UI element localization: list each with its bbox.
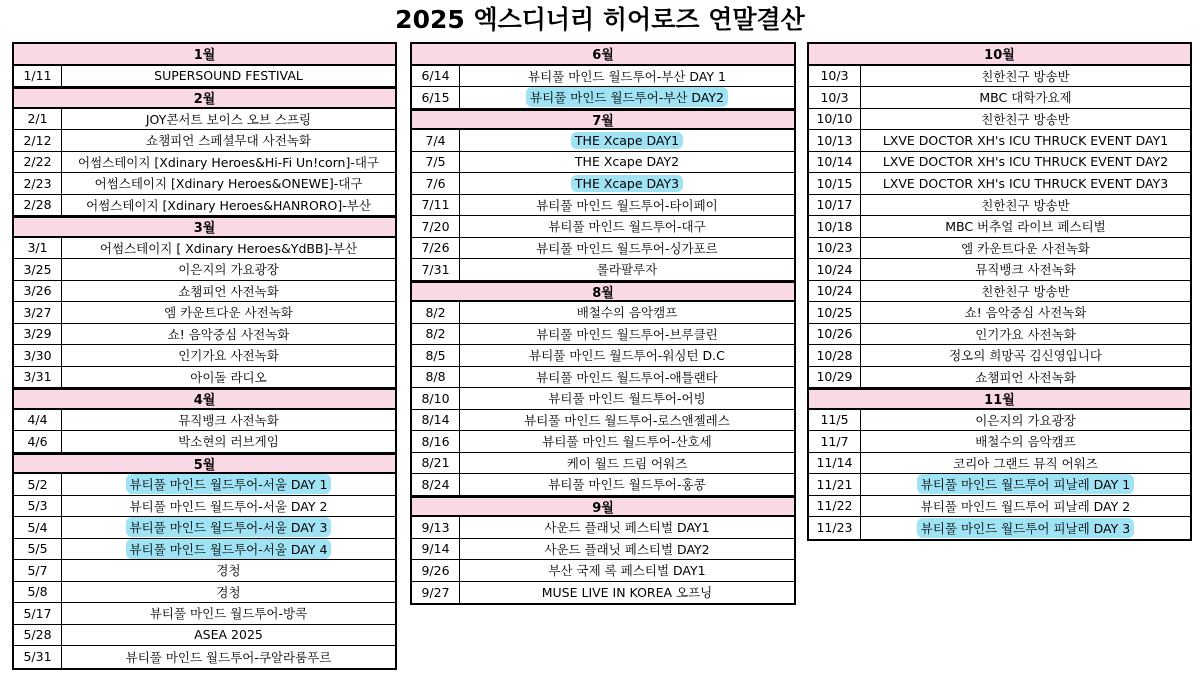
event-name: 뷰티풀 마인드 월드투어-산호세 <box>542 434 712 450</box>
event-name-cell <box>861 195 1190 216</box>
schedule-row <box>14 195 395 217</box>
highlighted-event-name: THE Xcape DAY1 <box>571 132 683 149</box>
event-name-cell <box>62 410 395 431</box>
event-name-cell <box>460 130 794 151</box>
event-date: 7/5 <box>412 152 460 173</box>
schedule-column-oct-nov <box>807 42 1192 541</box>
event-name: 뷰티풀 마인드 월드투어-애틀랜타 <box>536 369 718 385</box>
event-date: 10/25 <box>809 302 861 323</box>
event-name-cell <box>460 238 794 259</box>
event-name-cell <box>861 281 1190 302</box>
event-name: 뷰티풀 마인드 월드투어-브루클린 <box>536 326 718 342</box>
event-name-cell <box>861 453 1190 474</box>
event-name: 경청 <box>216 584 241 600</box>
event-name-cell <box>861 173 1190 194</box>
event-name: 롤라팔루자 <box>596 262 658 278</box>
event-name-cell <box>460 453 794 474</box>
schedule-row <box>14 582 395 604</box>
event-name: ASEA 2025 <box>194 627 263 643</box>
event-date: 1/11 <box>14 66 62 87</box>
event-date: 2/23 <box>14 173 62 194</box>
event-name: 정오의 희망곡 김신영입니다 <box>949 348 1102 364</box>
schedule-row <box>809 324 1190 346</box>
event-name: 케이 월드 드림 어워즈 <box>566 455 688 471</box>
event-date: 11/21 <box>809 474 861 495</box>
event-name-cell <box>861 152 1190 173</box>
event-date: 9/13 <box>412 517 460 538</box>
event-name: 뷰티풀 마인드 월드투어-대구 <box>548 219 706 235</box>
event-name-cell <box>861 87 1190 108</box>
schedule-row <box>809 302 1190 324</box>
event-date: 9/14 <box>412 539 460 560</box>
event-name-cell <box>861 367 1190 388</box>
event-date: 7/6 <box>412 173 460 194</box>
event-date: 3/1 <box>14 238 62 259</box>
event-date: 3/31 <box>14 367 62 388</box>
event-name-cell <box>62 603 395 624</box>
event-date: 9/27 <box>412 582 460 604</box>
event-name-cell <box>62 496 395 517</box>
event-date: 8/2 <box>412 324 460 345</box>
schedule-row <box>412 130 794 152</box>
schedule-row <box>412 87 794 109</box>
event-date: 6/14 <box>412 66 460 87</box>
event-date: 2/28 <box>14 195 62 216</box>
schedule-row <box>14 259 395 281</box>
month-header: 10월 <box>809 44 1190 66</box>
event-date: 5/31 <box>14 646 62 668</box>
event-name: JOY콘서트 보이스 오브 스프링 <box>145 111 312 127</box>
schedule-row <box>14 646 395 668</box>
event-name: 엠 카운트다운 사전녹화 <box>961 240 1090 256</box>
event-name: 뷰티풀 마인드 월드투어-로스앤젤레스 <box>524 412 730 428</box>
event-name: 뷰티풀 마인드 월드투어-어빙 <box>548 391 706 407</box>
schedule-row <box>14 517 395 539</box>
event-date: 8/16 <box>412 431 460 452</box>
highlighted-event-name: 뷰티풀 마인드 월드투어 피날레 DAY 3 <box>917 518 1134 538</box>
event-name-cell <box>62 474 395 495</box>
schedule-row <box>412 195 794 217</box>
schedule-row <box>14 130 395 152</box>
schedule-row <box>14 560 395 582</box>
schedule-row <box>14 66 395 88</box>
event-name-cell <box>861 474 1190 495</box>
schedule-row <box>809 410 1190 432</box>
event-name: 어썸스테이지 [Xdinary Heroes&HANRORO]-부산 <box>86 197 371 213</box>
event-date: 8/10 <box>412 388 460 409</box>
event-date: 3/26 <box>14 281 62 302</box>
event-name-cell <box>460 173 794 194</box>
highlighted-event-name: 뷰티풀 마인드 월드투어-부산 DAY2 <box>526 87 728 107</box>
schedule-row <box>809 281 1190 303</box>
event-date: 4/4 <box>14 410 62 431</box>
event-name: 쇼! 음악중심 사전녹화 <box>964 305 1087 321</box>
event-name-cell <box>861 431 1190 452</box>
highlighted-event-name: THE Xcape DAY3 <box>571 175 683 192</box>
event-name-cell <box>62 431 395 452</box>
schedule-row <box>809 173 1190 195</box>
schedule-row <box>14 302 395 324</box>
event-name-cell <box>62 130 395 151</box>
event-name: LXVE DOCTOR XH's ICU THRUCK EVENT DAY3 <box>882 175 1169 191</box>
event-name: 인기가요 사전녹화 <box>975 326 1076 342</box>
event-name-cell <box>861 109 1190 130</box>
schedule-row <box>809 496 1190 518</box>
event-name: 엠 카운트다운 사전녹화 <box>164 305 293 321</box>
event-name-cell <box>62 646 395 668</box>
highlighted-event-name: 뷰티풀 마인드 월드투어-서울 DAY 4 <box>126 539 332 559</box>
event-date: 5/4 <box>14 517 62 538</box>
schedule-row <box>412 560 794 582</box>
schedule-row <box>14 496 395 518</box>
event-name: 친한친구 방송반 <box>981 197 1070 213</box>
schedule-row <box>809 259 1190 281</box>
month-header: 9월 <box>412 496 794 518</box>
schedule-row <box>412 259 794 281</box>
event-name: LXVE DOCTOR XH's ICU THRUCK EVENT DAY1 <box>882 132 1169 148</box>
event-name-cell <box>460 302 794 323</box>
event-name: 쇼챔피언 사전녹화 <box>178 283 279 299</box>
event-date: 3/30 <box>14 345 62 366</box>
schedule-row <box>14 367 395 389</box>
event-name: 친한친구 방송반 <box>981 111 1070 127</box>
schedule-row <box>14 474 395 496</box>
event-date: 11/5 <box>809 410 861 431</box>
event-date: 8/5 <box>412 345 460 366</box>
schedule-row <box>412 324 794 346</box>
event-date: 8/2 <box>412 302 460 323</box>
event-date: 2/22 <box>14 152 62 173</box>
event-date: 7/26 <box>412 238 460 259</box>
event-date: 8/8 <box>412 367 460 388</box>
month-header: 1월 <box>14 44 395 66</box>
event-name-cell <box>62 281 395 302</box>
schedule-row <box>14 410 395 432</box>
schedule-row <box>412 216 794 238</box>
schedule-row <box>412 152 794 174</box>
event-date: 3/25 <box>14 259 62 280</box>
event-name-cell <box>861 496 1190 517</box>
event-date: 6/15 <box>412 87 460 108</box>
highlighted-event-name: 뷰티풀 마인드 월드투어-서울 DAY 3 <box>126 517 332 537</box>
schedule-row <box>412 582 794 604</box>
event-name: 뷰티풀 마인드 월드투어-쿠알라룸푸르 <box>125 649 332 665</box>
event-date: 5/2 <box>14 474 62 495</box>
event-name-cell <box>62 302 395 323</box>
event-date: 10/26 <box>809 324 861 345</box>
event-name: 뮤직뱅크 사전녹화 <box>975 262 1076 278</box>
event-name: 친한친구 방송반 <box>981 68 1070 84</box>
event-date: 10/23 <box>809 238 861 259</box>
event-name-cell <box>62 238 395 259</box>
event-name-cell <box>460 388 794 409</box>
schedule-row <box>412 474 794 496</box>
event-name: THE Xcape DAY2 <box>574 154 680 170</box>
event-name: MBC 대학가요제 <box>979 90 1072 106</box>
event-date: 11/22 <box>809 496 861 517</box>
schedule-row <box>412 66 794 88</box>
month-header: 4월 <box>14 388 395 410</box>
schedule-row <box>412 517 794 539</box>
event-date: 5/7 <box>14 560 62 581</box>
event-name: 쇼챔피언 사전녹화 <box>975 369 1076 385</box>
event-name: 이은지의 가요광장 <box>975 412 1076 428</box>
event-name: 뷰티풀 마인드 월드투어-부산 DAY 1 <box>528 68 726 84</box>
event-date: 10/24 <box>809 259 861 280</box>
event-name-cell <box>62 173 395 194</box>
event-name-cell <box>861 345 1190 366</box>
schedule-row <box>14 539 395 561</box>
event-name: 배철수의 음악캠프 <box>975 434 1076 450</box>
event-date: 8/14 <box>412 410 460 431</box>
schedule-row <box>14 238 395 260</box>
event-name-cell <box>460 345 794 366</box>
event-name: 쇼챔피언 스페셜무대 사전녹화 <box>146 133 311 149</box>
schedule-row <box>809 216 1190 238</box>
event-name: 경청 <box>216 563 241 579</box>
event-name: LXVE DOCTOR XH's ICU THRUCK EVENT DAY2 <box>882 154 1169 170</box>
event-date: 7/11 <box>412 195 460 216</box>
event-date: 8/21 <box>412 453 460 474</box>
schedule-row <box>809 453 1190 475</box>
event-name-cell <box>460 66 794 87</box>
event-date: 10/24 <box>809 281 861 302</box>
schedule-row <box>809 474 1190 496</box>
event-name-cell <box>460 324 794 345</box>
event-name: 코리아 그랜드 뮤직 어워즈 <box>953 455 1098 471</box>
event-date: 10/13 <box>809 130 861 151</box>
event-date: 10/3 <box>809 66 861 87</box>
event-name-cell <box>861 324 1190 345</box>
event-date: 2/1 <box>14 109 62 130</box>
month-header: 5월 <box>14 453 395 475</box>
schedule-row <box>809 517 1190 539</box>
month-header: 8월 <box>412 281 794 303</box>
month-header: 2월 <box>14 87 395 109</box>
event-name-cell <box>62 560 395 581</box>
schedule-row <box>412 173 794 195</box>
event-name-cell <box>62 109 395 130</box>
highlighted-event-name: 뷰티풀 마인드 월드투어-서울 DAY 1 <box>126 474 332 494</box>
schedule-row <box>14 324 395 346</box>
schedule-row <box>809 431 1190 453</box>
event-name: 사운드 플래닛 페스티벌 DAY1 <box>544 520 710 536</box>
event-name-cell <box>861 216 1190 237</box>
event-name-cell <box>460 539 794 560</box>
event-date: 7/31 <box>412 259 460 280</box>
schedule-row <box>809 66 1190 88</box>
event-name-cell <box>62 539 395 560</box>
event-name: 뷰티풀 마인드 월드투어 피날레 DAY 2 <box>920 498 1131 514</box>
event-name-cell <box>62 345 395 366</box>
event-name-cell <box>62 66 395 87</box>
event-date: 10/28 <box>809 345 861 366</box>
event-name: 이은지의 가요광장 <box>178 262 279 278</box>
event-date: 2/12 <box>14 130 62 151</box>
schedule-row <box>14 431 395 453</box>
schedule-row <box>14 173 395 195</box>
event-date: 11/14 <box>809 453 861 474</box>
event-date: 3/29 <box>14 324 62 345</box>
event-name-cell <box>62 259 395 280</box>
event-name-cell <box>62 517 395 538</box>
event-name: 뷰티풀 마인드 월드투어-싱가포르 <box>536 240 718 256</box>
event-name-cell <box>861 259 1190 280</box>
event-date: 10/17 <box>809 195 861 216</box>
event-name: MBC 버추얼 라이브 페스티벌 <box>945 219 1106 235</box>
event-date: 10/18 <box>809 216 861 237</box>
schedule-column-jun-sep <box>410 42 796 605</box>
event-name: 뷰티풀 마인드 월드투어-방콕 <box>149 606 308 622</box>
event-name: 어썸스테이지 [ Xdinary Heroes&YdBB]-부산 <box>99 240 358 256</box>
event-name-cell <box>861 517 1190 539</box>
event-name: 어썸스테이지 [Xdinary Heroes&ONEWE]-대구 <box>94 176 363 192</box>
event-name: MUSE LIVE IN KOREA 오프닝 <box>541 585 713 601</box>
event-name-cell <box>62 367 395 388</box>
schedule-row <box>809 87 1190 109</box>
event-date: 7/4 <box>412 130 460 151</box>
event-date: 5/17 <box>14 603 62 624</box>
schedule-column-jan-may <box>12 42 397 670</box>
schedule-row <box>809 152 1190 174</box>
event-name: 사운드 플래닛 페스티벌 DAY2 <box>544 541 710 557</box>
event-name-cell <box>861 66 1190 87</box>
event-name: 뷰티풀 마인드 월드투어-홍콩 <box>548 477 706 493</box>
event-name-cell <box>861 238 1190 259</box>
event-name: 뷰티풀 마인드 월드투어-타이페이 <box>536 197 718 213</box>
month-header: 3월 <box>14 216 395 238</box>
schedule-row <box>809 238 1190 260</box>
schedule-row <box>809 345 1190 367</box>
month-header: 7월 <box>412 109 794 131</box>
event-name-cell <box>460 474 794 495</box>
event-date: 4/6 <box>14 431 62 452</box>
month-header: 11월 <box>809 388 1190 410</box>
event-name-cell <box>62 324 395 345</box>
event-date: 5/8 <box>14 582 62 603</box>
event-name: 인기가요 사전녹화 <box>178 348 279 364</box>
event-date: 11/23 <box>809 517 861 539</box>
schedule-row <box>412 539 794 561</box>
schedule-row <box>412 410 794 432</box>
schedule-row <box>412 345 794 367</box>
event-name-cell <box>62 152 395 173</box>
schedule-row <box>809 195 1190 217</box>
event-name: 친한친구 방송반 <box>981 283 1070 299</box>
schedule-row <box>14 152 395 174</box>
event-name-cell <box>62 625 395 646</box>
event-name-cell <box>460 582 794 604</box>
event-name-cell <box>460 517 794 538</box>
schedule-row <box>412 367 794 389</box>
event-name-cell <box>861 302 1190 323</box>
event-name-cell <box>460 195 794 216</box>
event-name-cell <box>460 87 794 108</box>
schedule-row <box>412 238 794 260</box>
event-name-cell <box>460 410 794 431</box>
event-date: 10/15 <box>809 173 861 194</box>
event-date: 5/3 <box>14 496 62 517</box>
event-name: 아이돌 라디오 <box>190 369 267 385</box>
event-name-cell <box>62 195 395 216</box>
schedule-row <box>809 130 1190 152</box>
event-date: 5/5 <box>14 539 62 560</box>
event-name-cell <box>62 582 395 603</box>
schedule-row <box>412 388 794 410</box>
schedule-row <box>14 625 395 647</box>
event-name-cell <box>460 259 794 280</box>
event-name-cell <box>460 152 794 173</box>
event-name: 쇼! 음악중심 사전녹화 <box>167 326 290 342</box>
event-date: 3/27 <box>14 302 62 323</box>
event-date: 10/29 <box>809 367 861 388</box>
schedule-row <box>412 431 794 453</box>
schedule-row <box>412 453 794 475</box>
event-name-cell <box>460 431 794 452</box>
event-name: 박소현의 러브게임 <box>178 434 279 450</box>
event-name-cell <box>460 216 794 237</box>
schedule-row <box>14 109 395 131</box>
event-name-cell <box>861 130 1190 151</box>
event-date: 10/3 <box>809 87 861 108</box>
event-date: 8/24 <box>412 474 460 495</box>
schedule-row <box>809 109 1190 131</box>
schedule-row <box>14 603 395 625</box>
event-date: 11/7 <box>809 431 861 452</box>
event-date: 10/10 <box>809 109 861 130</box>
event-date: 9/26 <box>412 560 460 581</box>
month-header: 6월 <box>412 44 794 66</box>
event-date: 10/14 <box>809 152 861 173</box>
highlighted-event-name: 뷰티풀 마인드 월드투어 피날레 DAY 1 <box>917 474 1134 494</box>
event-name: 어썸스테이지 [Xdinary Heroes&Hi-Fi Un!corn]-대구 <box>77 154 379 170</box>
event-name: 뷰티풀 마인드 월드투어-워싱턴 D.C <box>529 348 725 364</box>
event-date: 5/28 <box>14 625 62 646</box>
schedule-row <box>809 367 1190 389</box>
event-name: 배철수의 음악캠프 <box>576 305 678 321</box>
schedule-row <box>412 302 794 324</box>
event-name: SUPERSOUND FESTIVAL <box>154 68 303 84</box>
event-name-cell <box>861 410 1190 431</box>
event-name: 뷰티풀 마인드 월드투어-서울 DAY 2 <box>129 498 328 514</box>
schedule-row <box>14 281 395 303</box>
schedule-row <box>14 345 395 367</box>
event-name: 뮤직뱅크 사전녹화 <box>178 412 279 428</box>
event-name-cell <box>460 560 794 581</box>
page-title: 2025 엑스디너리 히어로즈 연말결산 <box>395 5 805 34</box>
event-name-cell <box>460 367 794 388</box>
event-date: 7/20 <box>412 216 460 237</box>
event-name: 부산 국제 록 페스티벌 DAY1 <box>548 563 706 579</box>
